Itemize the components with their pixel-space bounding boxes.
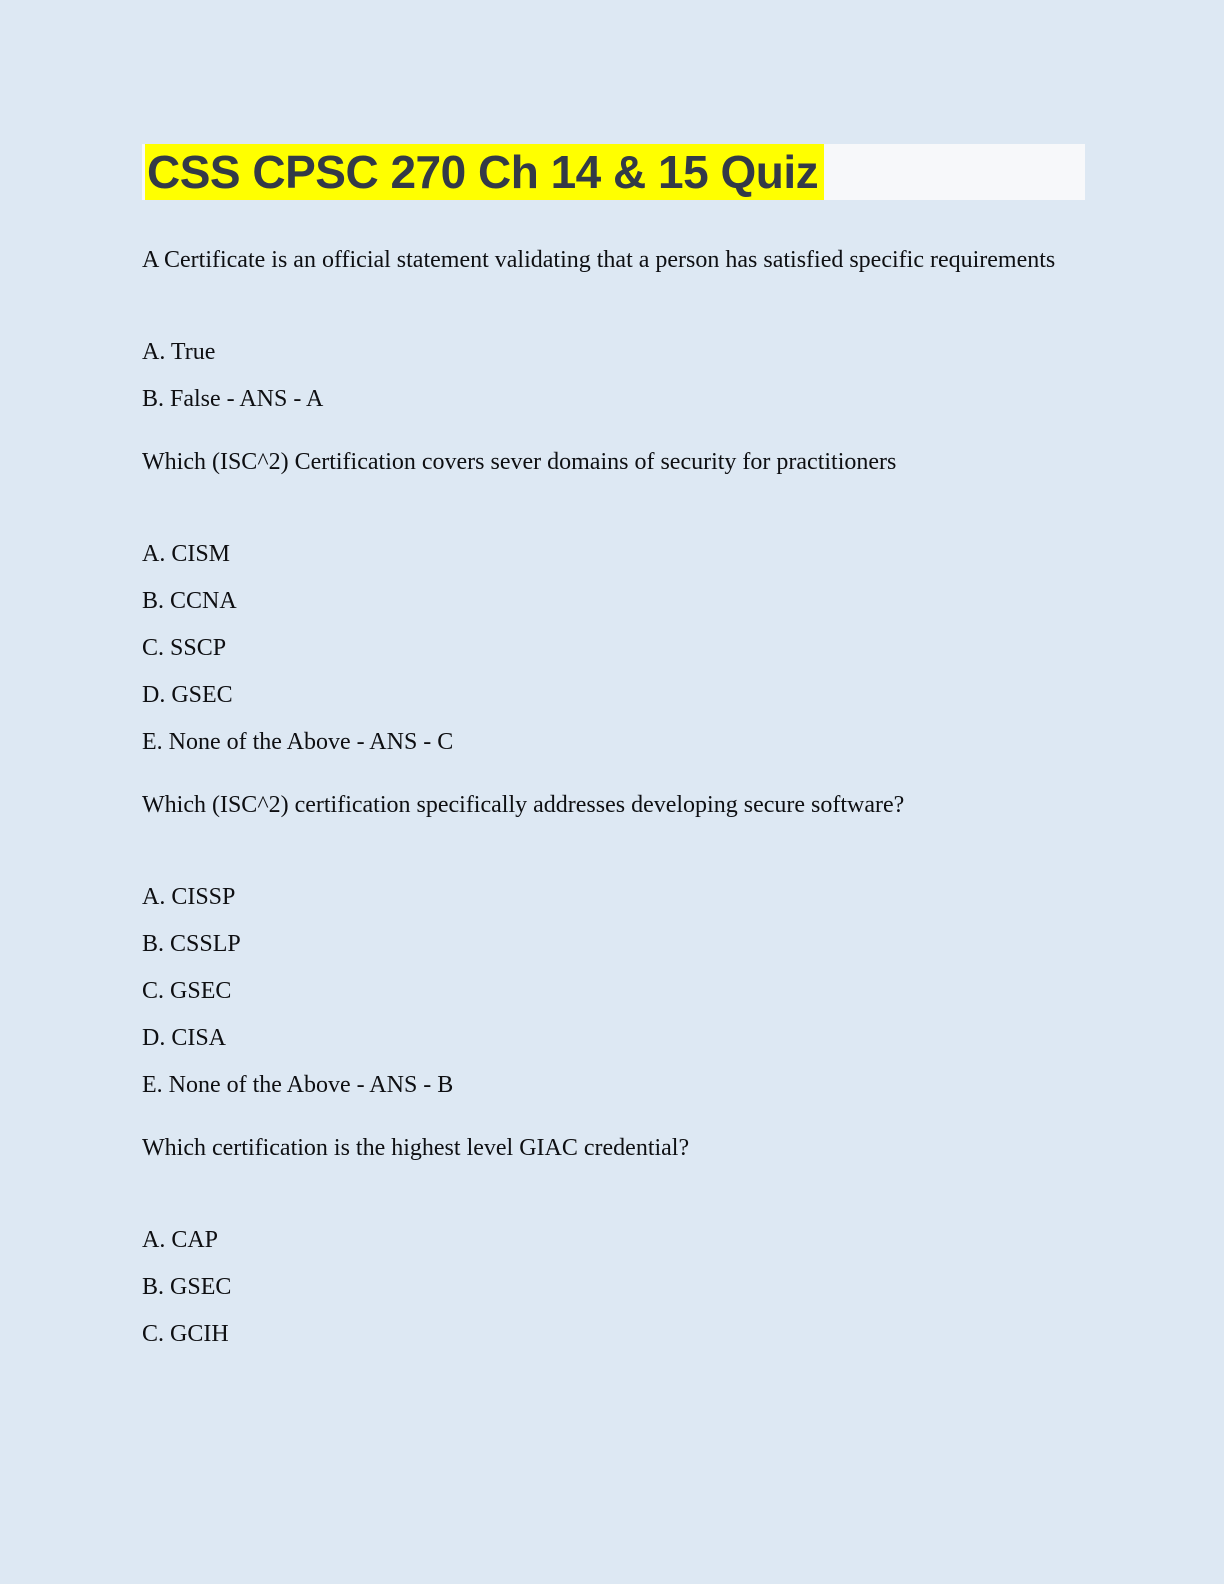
page-title: CSS CPSC 270 Ch 14 & 15 Quiz — [145, 144, 824, 200]
questions-container — [142, 248, 1084, 1346]
question-block — [142, 450, 1084, 754]
answer-option: B. GSEC — [142, 1274, 232, 1300]
question-text: Which (ISC^2) Certification covers sever domains of security for practitioners — [142, 449, 897, 475]
answer-option: E. None of the Above - ANS - B — [142, 1072, 454, 1098]
answer-option: D. GSEC — [142, 682, 233, 708]
answer-option: B. CSSLP — [142, 931, 241, 957]
answer-option: A. CISM — [142, 541, 231, 567]
question-block — [142, 793, 1084, 1097]
page-title-bar — [142, 144, 1085, 200]
answer-option: A. CAP — [142, 1227, 219, 1253]
answer-option: D. CISA — [142, 1025, 227, 1051]
answer-option: C. GCIH — [142, 1321, 229, 1347]
answer-option: B. CCNA — [142, 588, 237, 614]
question-block — [142, 1136, 1084, 1346]
answer-option: B. False - ANS - A — [142, 386, 324, 412]
question-block — [142, 248, 1084, 411]
question-text: Which (ISC^2) certification specifically addresses developing secure software? — [142, 792, 905, 818]
question-text: Which certification is the highest level GIAC credential? — [142, 1135, 690, 1161]
answer-option: E. None of the Above - ANS - C — [142, 729, 454, 755]
answer-option: C. GSEC — [142, 978, 232, 1004]
answer-option: A. True — [142, 339, 216, 365]
question-text: A Certificate is an official statement validating that a person has satisfied specific requirements — [142, 247, 1056, 273]
answer-option: A. CISSP — [142, 884, 236, 910]
answer-option: C. SSCP — [142, 635, 227, 661]
